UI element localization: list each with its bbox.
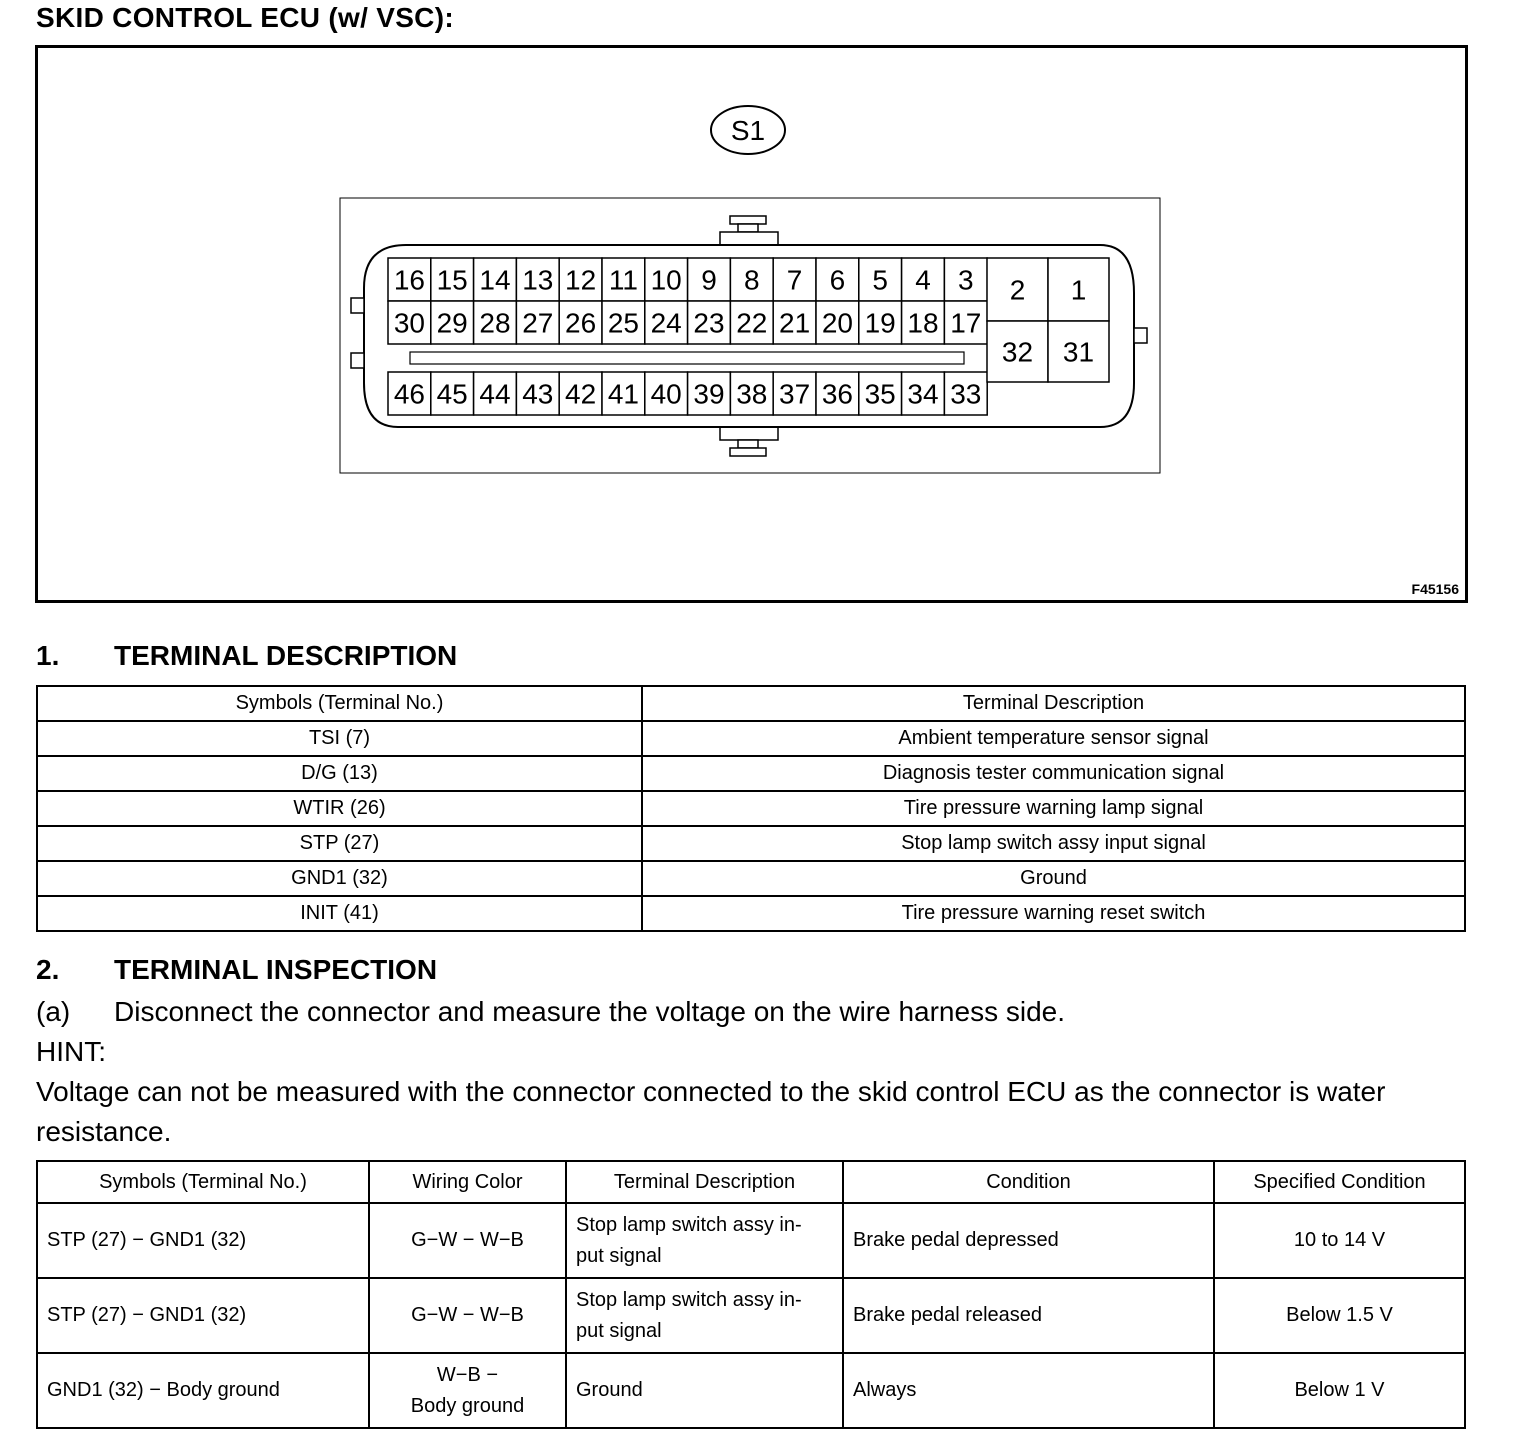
table-row	[37, 1203, 1465, 1278]
left-tab-upper	[351, 298, 364, 313]
pin-19: 19	[864, 307, 896, 339]
description-cell: Ground	[566, 1353, 843, 1428]
page-title: SKID CONTROL ECU (w/ VSC):	[36, 2, 454, 33]
step-label: (a)	[36, 996, 71, 1027]
section1-title: TERMINAL DESCRIPTION	[114, 640, 458, 671]
description-cell	[566, 1203, 843, 1278]
table-row	[37, 721, 1465, 756]
pin-29: 29	[436, 307, 468, 339]
pin-16: 16	[393, 264, 425, 296]
table-row	[37, 861, 1465, 896]
hint-label: HINT:	[36, 1036, 106, 1067]
header-wiring-color: Wiring Color	[369, 1161, 566, 1203]
pin-40: 40	[650, 378, 682, 410]
pin-28: 28	[479, 307, 511, 339]
symbol-cell: GND1 (32) − Body ground	[37, 1353, 369, 1428]
description-cell: Ground	[642, 861, 1465, 896]
spec-cell: Below 1 V	[1214, 1353, 1465, 1428]
section1-number: 1.	[36, 640, 60, 671]
pin-10: 10	[650, 264, 682, 296]
symbol-cell: STP (27) − GND1 (32)	[37, 1203, 369, 1278]
description-line: put signal	[576, 1319, 662, 1342]
pin-34: 34	[907, 378, 939, 410]
pin-9: 9	[701, 264, 717, 296]
pin-43: 43	[522, 378, 554, 410]
section2-title: TERMINAL INSPECTION	[114, 954, 438, 985]
table-row	[37, 791, 1465, 826]
connector-figure	[35, 45, 1468, 603]
symbol-cell: GND1 (32)	[37, 861, 642, 896]
wiring-color-cell: G−W − W−B	[369, 1278, 566, 1353]
pin-44: 44	[479, 378, 511, 410]
header-specified-condition: Specified Condition	[1214, 1161, 1465, 1203]
wiring-color-line: W−B −	[436, 1363, 499, 1386]
section1-heading	[36, 640, 457, 672]
table-header-row	[37, 1161, 1465, 1203]
pin-12: 12	[565, 264, 597, 296]
symbol-cell: INIT (41)	[37, 896, 642, 931]
condition-cell: Always	[843, 1353, 1214, 1428]
wiring-color-cell: G−W − W−B	[369, 1203, 566, 1278]
separator-bar	[410, 352, 964, 364]
wiring-color-line: Body ground	[410, 1394, 525, 1417]
bottom-latch-base	[720, 427, 778, 440]
symbol-cell: D/G (13)	[37, 756, 642, 791]
step-a	[36, 992, 1065, 1032]
pin-37: 37	[779, 378, 811, 410]
symbol-cell: STP (27) − GND1 (32)	[37, 1278, 369, 1353]
pin-41: 41	[607, 378, 639, 410]
pin-35: 35	[864, 378, 896, 410]
section2-number: 2.	[36, 954, 60, 985]
table-row	[37, 826, 1465, 861]
pin-45: 45	[436, 378, 468, 410]
top-latch-cap	[730, 216, 766, 224]
header-symbols: Symbols (Terminal No.)	[37, 686, 642, 721]
pin-42: 42	[565, 378, 597, 410]
pin-25: 25	[607, 307, 639, 339]
table-header-row	[37, 686, 1465, 721]
condition-cell: Brake pedal depressed	[843, 1203, 1214, 1278]
figure-id: F45156	[1411, 581, 1459, 597]
pin-46: 46	[393, 378, 425, 410]
symbol-cell: STP (27)	[37, 826, 642, 861]
header-terminal-description: Terminal Description	[566, 1161, 843, 1203]
description-line: Stop lamp switch assy in-	[576, 1213, 802, 1236]
pin-3: 3	[958, 264, 974, 296]
hint-text: Voltage can not be measured with the connector connected to the skid control ECU as the connector is water resistance.	[36, 1076, 1386, 1147]
terminal-description-table	[36, 685, 1466, 932]
symbol-cell: WTIR (26)	[37, 791, 642, 826]
pin-8: 8	[744, 264, 760, 296]
pin-30: 30	[393, 307, 425, 339]
pin-14: 14	[479, 264, 511, 296]
pin-13: 13	[522, 264, 554, 296]
pin-26: 26	[565, 307, 597, 339]
pin-6: 6	[829, 264, 846, 296]
table-row	[37, 1278, 1465, 1353]
pin-21: 21	[779, 307, 811, 339]
pin-39: 39	[693, 378, 725, 410]
right-tab	[1134, 328, 1147, 343]
description-cell: Tire pressure warning lamp signal	[642, 791, 1465, 826]
pin-1: 1	[1070, 274, 1087, 306]
pin-36: 36	[821, 378, 853, 410]
terminal-inspection-table	[36, 1160, 1466, 1429]
description-cell: Tire pressure warning reset switch	[642, 896, 1465, 931]
description-cell	[566, 1278, 843, 1353]
pin-18: 18	[907, 307, 939, 339]
pin-15: 15	[436, 264, 468, 296]
header-symbols: Symbols (Terminal No.)	[37, 1161, 369, 1203]
left-tab-lower	[351, 353, 364, 368]
bottom-latch-stem	[738, 440, 758, 448]
pin-24: 24	[650, 307, 682, 339]
table-row	[37, 896, 1465, 931]
spec-cell: 10 to 14 V	[1214, 1203, 1465, 1278]
table-row	[37, 1353, 1465, 1428]
pin-7: 7	[786, 264, 803, 296]
pin-17: 17	[950, 307, 982, 339]
top-latch-base	[720, 232, 778, 245]
description-line: put signal	[576, 1244, 662, 1267]
pin-20: 20	[821, 307, 853, 339]
top-latch-stem	[738, 224, 758, 232]
connector-label: S1	[730, 115, 766, 146]
pin-32: 32	[1001, 336, 1034, 368]
pin-4: 4	[915, 264, 931, 296]
symbol-cell: TSI (7)	[37, 721, 642, 756]
pin-11: 11	[608, 264, 638, 296]
pin-23: 23	[693, 307, 725, 339]
description-cell: Ambient temperature sensor signal	[642, 721, 1465, 756]
condition-cell: Brake pedal released	[843, 1278, 1214, 1353]
pin-27: 27	[522, 307, 554, 339]
pin-5: 5	[872, 264, 888, 296]
bottom-latch-cap	[730, 448, 766, 456]
pin-2: 2	[1009, 274, 1026, 306]
pin-31: 31	[1062, 336, 1095, 368]
table-row	[37, 756, 1465, 791]
description-cell: Stop lamp switch assy input signal	[642, 826, 1465, 861]
section2-heading	[36, 954, 437, 986]
step-text: Disconnect the connector and measure the voltage on the wire harness side.	[114, 996, 1066, 1027]
spec-cell: Below 1.5 V	[1214, 1278, 1465, 1353]
header-description: Terminal Description	[642, 686, 1465, 721]
pin-33: 33	[950, 378, 982, 410]
connector-diagram	[38, 48, 1465, 600]
description-cell: Diagnosis tester communication signal	[642, 756, 1465, 791]
description-line: Stop lamp switch assy in-	[576, 1288, 802, 1311]
pin-22: 22	[736, 307, 768, 339]
wiring-color-cell	[369, 1353, 566, 1428]
pin-38: 38	[736, 378, 768, 410]
header-condition: Condition	[843, 1161, 1214, 1203]
